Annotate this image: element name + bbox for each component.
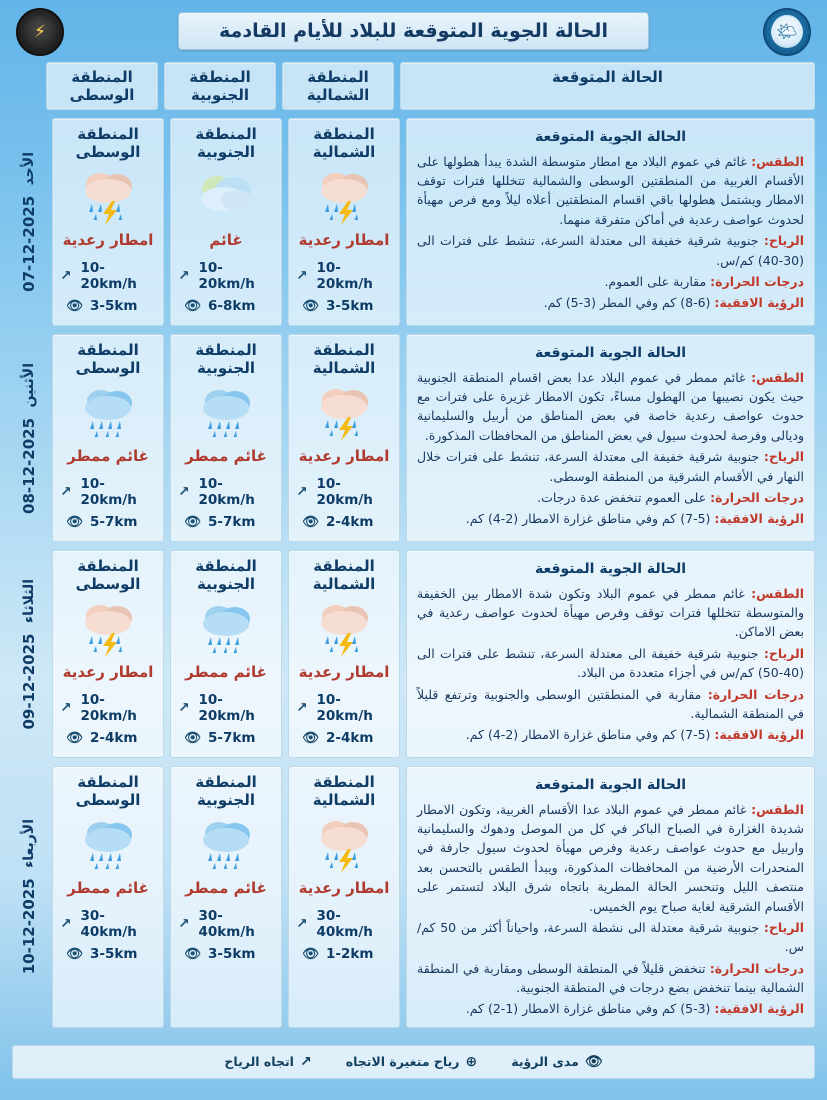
region-cell-north-3 <box>288 766 400 1028</box>
visibility-icon: 👁 <box>184 298 202 314</box>
legend-visibility-label: مدى الرؤية <box>511 1054 579 1070</box>
condition-north-3: امطار رعدية <box>298 879 390 897</box>
rain-icon <box>75 815 141 873</box>
wind-icon: ↗ <box>60 484 72 500</box>
condition-middle-3: غائم ممطر <box>67 879 149 897</box>
page-title: الحالة الجوية المتوقعة للبلاد للأيام القادمة <box>178 12 649 50</box>
wind-value: 30-40km/h <box>80 908 137 940</box>
region-name-middle-3: المنطقة الوسطى <box>75 773 141 809</box>
visibility-metric <box>57 298 159 314</box>
condition-middle-0: امطار رعدية <box>62 231 154 249</box>
variable-wind-icon: ⊕ <box>465 1053 478 1070</box>
wind-value: 10-20km/h <box>316 692 373 724</box>
lightning-logo: ⚡ <box>16 8 64 56</box>
visibility-value: 3-5km <box>208 946 256 962</box>
visibility-metric <box>293 514 395 530</box>
legend-variable-wind-label: رياح متغيرة الاتجاه <box>345 1054 460 1070</box>
cloudy-icon <box>193 169 259 223</box>
page-header <box>0 0 827 62</box>
wind-value: 10-20km/h <box>198 476 255 508</box>
region-cell-south-1 <box>170 334 282 542</box>
description-title-1: الحالة الجوية المتوقعة <box>534 345 687 361</box>
visibility-value: 3-5km <box>326 298 374 314</box>
visibility-metric <box>175 298 277 314</box>
forecast-row-3 <box>12 766 815 1028</box>
condition-middle-1: غائم ممطر <box>67 447 149 465</box>
thunderstorm-rain-icon <box>75 166 141 226</box>
condition-north-2: امطار رعدية <box>298 663 390 681</box>
rain-icon <box>193 815 259 873</box>
weather-icon-north-1 <box>311 381 377 443</box>
wind-icon: ↗ <box>60 268 72 284</box>
wind-value: 10-20km/h <box>198 260 255 292</box>
visibility-value: 6-8km <box>208 298 256 314</box>
wind-metric <box>175 908 277 940</box>
visibility-metric <box>175 514 277 530</box>
column-header-north: المنطقة الشمالية <box>282 62 394 110</box>
region-name-middle-1: المنطقة الوسطى <box>75 341 141 377</box>
wind-value: 10-20km/h <box>80 692 137 724</box>
visibility-icon: 👁 <box>66 946 84 962</box>
wind-icon: ↗ <box>60 700 72 716</box>
wind-metric <box>57 260 159 292</box>
column-header-middle: المنطقة الوسطى <box>46 62 158 110</box>
visibility-value: 3-5km <box>90 946 138 962</box>
region-name-north-0: المنطقة الشمالية <box>312 125 376 161</box>
region-name-middle-2: المنطقة الوسطى <box>75 557 141 593</box>
condition-middle-2: امطار رعدية <box>62 663 154 681</box>
wind-icon: ↗ <box>178 916 190 932</box>
visibility-value: 5-7km <box>208 514 256 530</box>
forecast-description-0: الحالة الجوية المتوقعة الطقس: غائم في عموم البلاد مع امطار متوسطة الشدة يبدأ هطولها على الأقسام الغربية من المنطقتين الوسطى والشمالية تتخللها فترات توقف الامطار ويشتمل هطولها باقي اقسام المنطقتين أعلاه ليلاً ومع فرص مهيأة لحدوث عواصف رعدية في أماكن متفرقة منهما. الرياح: جنوبية شرقية خفيفة الى معتدلة السرعة، تنشط على فترات الى (30-40) كم/س. درجات الحرارة: مقاربة على العموم. الرؤية الافقية: (6-8) كم وفي المطر (3-5) كم. <box>406 118 815 326</box>
wind-value: 10-20km/h <box>80 260 137 292</box>
wind-value: 30-40km/h <box>316 908 373 940</box>
visibility-icon: 👁 <box>184 730 202 746</box>
visibility-icon: 👁 <box>66 730 84 746</box>
forecast-description-1: الحالة الجوية المتوقعة الطقس: غائم ممطر في عموم البلاد عدا بعض اقسام المنطقة الجنوبية حيث يكون نصيبها من الهطول مساءً، تكون الامطار غزيرة على فترات مع حدوث عواصف رعدية خاصة في بعض المناطق من أربيل والسليمانية وديالى وفرصة لحدوث سيول في بعض المناطق من المحافظات المذكورة. الرياح: جنوبية شرقية خفيفة الى معتدلة السرعة، تنشط على فترات خلال النهار في الأقسام الشرقية من المنطقة الوسطى. درجات الحرارة: على العموم تنخفض عدة درجات. الرؤية الافقية: (5-7) كم وفي مناطق غزارة الامطار (2-4) كم. <box>406 334 815 542</box>
visibility-icon: 👁 <box>302 514 320 530</box>
weather-icon-middle-0 <box>75 165 141 227</box>
visibility-value: 2-4km <box>90 730 138 746</box>
eye-icon: 👁 <box>584 1053 603 1070</box>
description-title-0: الحالة الجوية المتوقعة <box>534 129 687 145</box>
date-rail-3: الأربعاء 2025-12-10 <box>19 819 38 975</box>
weather-icon-south-0 <box>193 165 259 227</box>
forecast-row-0 <box>12 118 815 326</box>
region-cell-south-2 <box>170 550 282 758</box>
wind-metric <box>293 476 395 508</box>
legend-bar <box>12 1045 815 1079</box>
wind-metric <box>57 908 159 940</box>
wind-metric <box>175 692 277 724</box>
region-cell-south-3 <box>170 766 282 1028</box>
condition-south-0: غائم <box>209 231 243 249</box>
visibility-icon: 👁 <box>302 298 320 314</box>
legend-wind-direction-label: اتجاه الرياح <box>224 1054 294 1070</box>
thunderstorm-rain-icon <box>311 814 377 874</box>
description-title-2: الحالة الجوية المتوقعة <box>534 561 687 577</box>
visibility-icon: 👁 <box>66 298 84 314</box>
visibility-metric <box>57 514 159 530</box>
forecast-row-2 <box>12 550 815 758</box>
rain-icon <box>75 383 141 441</box>
wind-value: 10-20km/h <box>316 476 373 508</box>
date-rail-1: الأثنين 2025-12-08 <box>19 362 38 514</box>
condition-south-1: غائم ممطر <box>185 447 267 465</box>
weather-icon-south-2 <box>193 597 259 659</box>
visibility-value: 1-2km <box>326 946 374 962</box>
wind-icon: ↗ <box>178 484 190 500</box>
thunderstorm-rain-icon <box>311 166 377 226</box>
region-name-south-3: المنطقة الجنوبية <box>195 773 257 809</box>
weather-icon-south-3 <box>193 813 259 875</box>
wind-icon: ↗ <box>60 916 72 932</box>
visibility-metric <box>57 946 159 962</box>
visibility-metric <box>293 946 395 962</box>
legend-wind-direction <box>224 1054 311 1070</box>
wind-icon: ↗ <box>296 700 308 716</box>
region-name-south-1: المنطقة الجنوبية <box>195 341 257 377</box>
legend-visibility <box>511 1054 602 1070</box>
visibility-icon: 👁 <box>302 730 320 746</box>
date-rail-2: الثلاثاء 2025-12-09 <box>19 578 38 730</box>
wind-icon: ↗ <box>178 268 190 284</box>
visibility-value: 3-5km <box>90 298 138 314</box>
date-rail-0: الأحد 2025-12-07 <box>19 152 38 292</box>
region-cell-north-0 <box>288 118 400 326</box>
wind-metric <box>293 260 395 292</box>
visibility-icon: 👁 <box>184 514 202 530</box>
forecast-description-2: الحالة الجوية المتوقعة الطقس: غائم ممطر في عموم البلاد وتكون شدة الامطار بين الخفيفة والمتوسطة تتخللها فترات توقف وفرص مهيأة لحدوث عواصف رعدية في بعض الاماكن. الرياح: جنوبية شرقية خفيفة الى معتدلة السرعة، تنشط على فترات الى (40-50) كم/س في أجزاء متعددة من البلاد. درجات الحرارة: مقاربة في المنطقتين الوسطى والجنوبية وترتفع قليلاً في المنطقة الشمالية. الرؤية الافقية: (5-7) كم وفي مناطق غزارة الامطار (2-4) كم. <box>406 550 815 758</box>
region-cell-middle-3 <box>52 766 164 1028</box>
wind-metric <box>293 692 395 724</box>
wind-value: 10-20km/h <box>198 692 255 724</box>
region-name-north-1: المنطقة الشمالية <box>312 341 376 377</box>
region-cell-south-0 <box>170 118 282 326</box>
wind-value: 10-20km/h <box>316 260 373 292</box>
forecast-rows <box>12 118 815 1036</box>
visibility-value: 2-4km <box>326 514 374 530</box>
rain-icon <box>193 599 259 657</box>
region-name-middle-0: المنطقة الوسطى <box>75 125 141 161</box>
condition-south-2: غائم ممطر <box>185 663 267 681</box>
wind-metric <box>293 908 395 940</box>
wind-icon: ↗ <box>296 916 308 932</box>
wind-value: 30-40km/h <box>198 908 255 940</box>
forecast-table <box>12 62 815 1036</box>
visibility-icon: 👁 <box>184 946 202 962</box>
thunderstorm-rain-icon <box>75 598 141 658</box>
wind-arrow-icon: ↗ <box>299 1053 312 1070</box>
visibility-metric <box>57 730 159 746</box>
visibility-metric <box>293 298 395 314</box>
region-cell-middle-0 <box>52 118 164 326</box>
visibility-metric <box>175 730 277 746</box>
wind-icon: ↗ <box>296 484 308 500</box>
thunderstorm-rain-icon <box>311 382 377 442</box>
visibility-icon: 👁 <box>66 514 84 530</box>
region-cell-middle-2 <box>52 550 164 758</box>
visibility-icon: 👁 <box>302 946 320 962</box>
region-name-south-2: المنطقة الجنوبية <box>195 557 257 593</box>
condition-north-0: امطار رعدية <box>298 231 390 249</box>
wind-value: 10-20km/h <box>80 476 137 508</box>
condition-north-1: امطار رعدية <box>298 447 390 465</box>
wind-metric <box>57 692 159 724</box>
wind-metric <box>175 476 277 508</box>
weather-icon-middle-3 <box>75 813 141 875</box>
visibility-value: 2-4km <box>326 730 374 746</box>
visibility-metric <box>293 730 395 746</box>
legend-variable-wind <box>346 1054 478 1070</box>
weather-authority-logo: 🌤 <box>763 8 811 56</box>
weather-icon-middle-1 <box>75 381 141 443</box>
weather-icon-south-1 <box>193 381 259 443</box>
column-header-south: المنطقة الجنوبية <box>164 62 276 110</box>
region-cell-north-2 <box>288 550 400 758</box>
table-header-row <box>12 62 815 110</box>
weather-icon-north-2 <box>311 597 377 659</box>
region-name-south-0: المنطقة الجنوبية <box>195 125 257 161</box>
weather-icon-north-0 <box>311 165 377 227</box>
wind-metric <box>175 260 277 292</box>
region-name-north-2: المنطقة الشمالية <box>312 557 376 593</box>
description-title-3: الحالة الجوية المتوقعة <box>534 777 687 793</box>
forecast-row-1 <box>12 334 815 542</box>
weather-icon-middle-2 <box>75 597 141 659</box>
region-name-north-3: المنطقة الشمالية <box>312 773 376 809</box>
wind-icon: ↗ <box>296 268 308 284</box>
weather-icon-north-3 <box>311 813 377 875</box>
thunderstorm-rain-icon <box>311 598 377 658</box>
rain-icon <box>193 383 259 441</box>
visibility-value: 5-7km <box>90 514 138 530</box>
condition-south-3: غائم ممطر <box>185 879 267 897</box>
wind-icon: ↗ <box>178 700 190 716</box>
region-cell-north-1 <box>288 334 400 542</box>
visibility-value: 5-7km <box>208 730 256 746</box>
region-cell-middle-1 <box>52 334 164 542</box>
forecast-description-3: الحالة الجوية المتوقعة الطقس: غائم ممطر في عموم البلاد عدا الأقسام الغربية، وتكون الامطار شديدة الغزارة في الصباح الباكر في كل من الموصل ودهوك والسليمانية واربيل مع حدوث عواصف رعدية وفرص مهيأة لحدوث سيول جارفة في المنحدرات الأرضية من المحافظات المذكورة، ويبدأ الطقس بالتحسن بعد منتصف الليل وتنحسر الحالة المطرية باتجاه شرق البلاد لتستمر على الأقسام الشرقية لغاية صباح يوم الخميس. الرياح: جنوبية شرقية معتدلة الى نشطة السرعة، واحياناً أكثر من 50 كم/س. درجات الحرارة: تنخفض قليلاً في المنطقة الوسطى ومقاربة في المنطقة الشمالية بينما تنخفض بضع درجات في المنطقة الجنوبية. الرؤية الافقية: (3-5) كم وفي مناطق غزارة الامطار (1-2) كم. <box>406 766 815 1028</box>
wind-metric <box>57 476 159 508</box>
column-header-description: الحالة المتوقعة <box>400 62 815 110</box>
visibility-metric <box>175 946 277 962</box>
